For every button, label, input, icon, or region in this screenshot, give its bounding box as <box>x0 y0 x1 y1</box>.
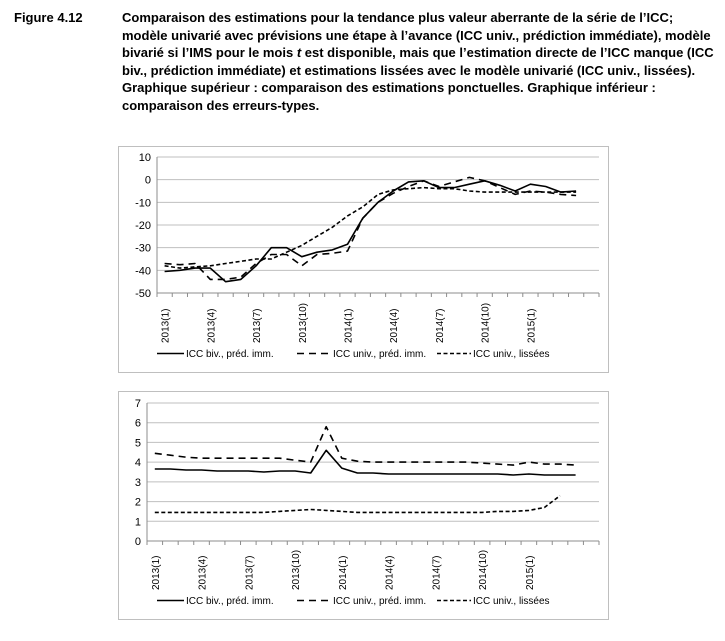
lower-y-tick-label: 4 <box>134 457 141 470</box>
lower-y-tick-label: 3 <box>134 476 141 489</box>
upper-x-tick-label: 2015(1) <box>526 308 538 343</box>
upper-x-tick-label: 2014(7) <box>434 308 446 343</box>
upper-y-tick-label: -10 <box>135 197 151 210</box>
upper-x-tick-label: 2013(10) <box>297 302 309 343</box>
lower-y-tick-label: 1 <box>134 516 141 529</box>
upper-y-tick-label: 10 <box>138 152 151 164</box>
upper-x-tick-label: 2013(1) <box>160 308 172 343</box>
lower-y-tick-label: 2 <box>134 496 141 509</box>
upper-x-tick-label: 2014(4) <box>389 308 401 343</box>
point-estimates-chart-frame <box>118 146 609 373</box>
lower-y-tick-label: 6 <box>134 417 141 430</box>
upper-series-line-1 <box>165 181 576 282</box>
upper-legend-label-3: ICC univ., lissées <box>473 349 550 360</box>
upper-y-tick-label: -40 <box>135 265 151 278</box>
upper-y-tick-label: -20 <box>135 220 151 232</box>
lower-legend-label-1: ICC biv., préd. imm. <box>186 596 274 607</box>
upper-legend-label-2: ICC univ., préd. imm. <box>333 349 427 360</box>
lower-y-tick-label: 0 <box>134 536 141 548</box>
point-estimates-chart <box>119 147 608 372</box>
caption-part-1: Comparaison des estimations pour la tendance plus valeur aberrante de la série de l’ICC; modèle univarié avec prévisions une étape à l’avance (ICC univ., prédiction immédiate), modèle bivarié si l’IMS pour le mois <box>122 10 711 61</box>
lower-x-tick-label: 2014(1) <box>337 555 349 590</box>
lower-series-line-2 <box>155 427 576 465</box>
upper-legend-label-1: ICC biv., préd. imm. <box>186 349 274 360</box>
figure-caption-text <box>122 9 714 115</box>
upper-y-tick-label: -50 <box>135 288 151 300</box>
figure-caption <box>14 9 714 115</box>
upper-x-tick-label: 2014(10) <box>480 302 492 343</box>
upper-x-tick-label: 2013(4) <box>206 308 218 343</box>
lower-y-tick-label: 5 <box>134 437 141 450</box>
upper-x-tick-label: 2014(1) <box>343 308 355 343</box>
upper-x-tick-label: 2013(7) <box>252 308 264 343</box>
lower-x-tick-label: 2015(1) <box>524 555 536 590</box>
standard-errors-chart <box>119 392 608 619</box>
lower-y-tick-label: 7 <box>134 398 141 410</box>
lower-series-line-1 <box>155 450 576 475</box>
caption-part-2: t <box>296 45 302 61</box>
lower-x-tick-label: 2013(7) <box>244 555 256 590</box>
lower-x-tick-label: 2014(4) <box>384 555 396 590</box>
standard-errors-chart-frame <box>118 391 609 620</box>
lower-x-tick-label: 2013(1) <box>150 555 162 590</box>
lower-x-tick-label: 2014(10) <box>478 549 490 590</box>
lower-legend-label-3: ICC univ., lissées <box>473 596 550 607</box>
caption-part-3: est disponible, mais que l’estimation directe de l’ICC manque (ICC biv., prédiction immédiate) et estimations lissées avec le modèle univarié (ICC univ., lissées). Graphique supérieur : comparaison des estimations ponctuelles. Graphique inférieur : comparaison des erreurs-types. <box>122 45 714 113</box>
upper-y-tick-label: 0 <box>144 174 151 187</box>
upper-y-tick-label: -30 <box>135 242 151 255</box>
lower-legend-label-2: ICC univ., préd. imm. <box>333 596 427 607</box>
lower-series-line-3 <box>155 496 560 513</box>
lower-x-tick-label: 2013(4) <box>197 555 209 590</box>
figure-number: Figure 4.12 <box>14 10 83 25</box>
upper-series-line-3 <box>165 188 576 269</box>
lower-x-tick-label: 2013(10) <box>291 549 303 590</box>
lower-x-tick-label: 2014(7) <box>431 555 443 590</box>
